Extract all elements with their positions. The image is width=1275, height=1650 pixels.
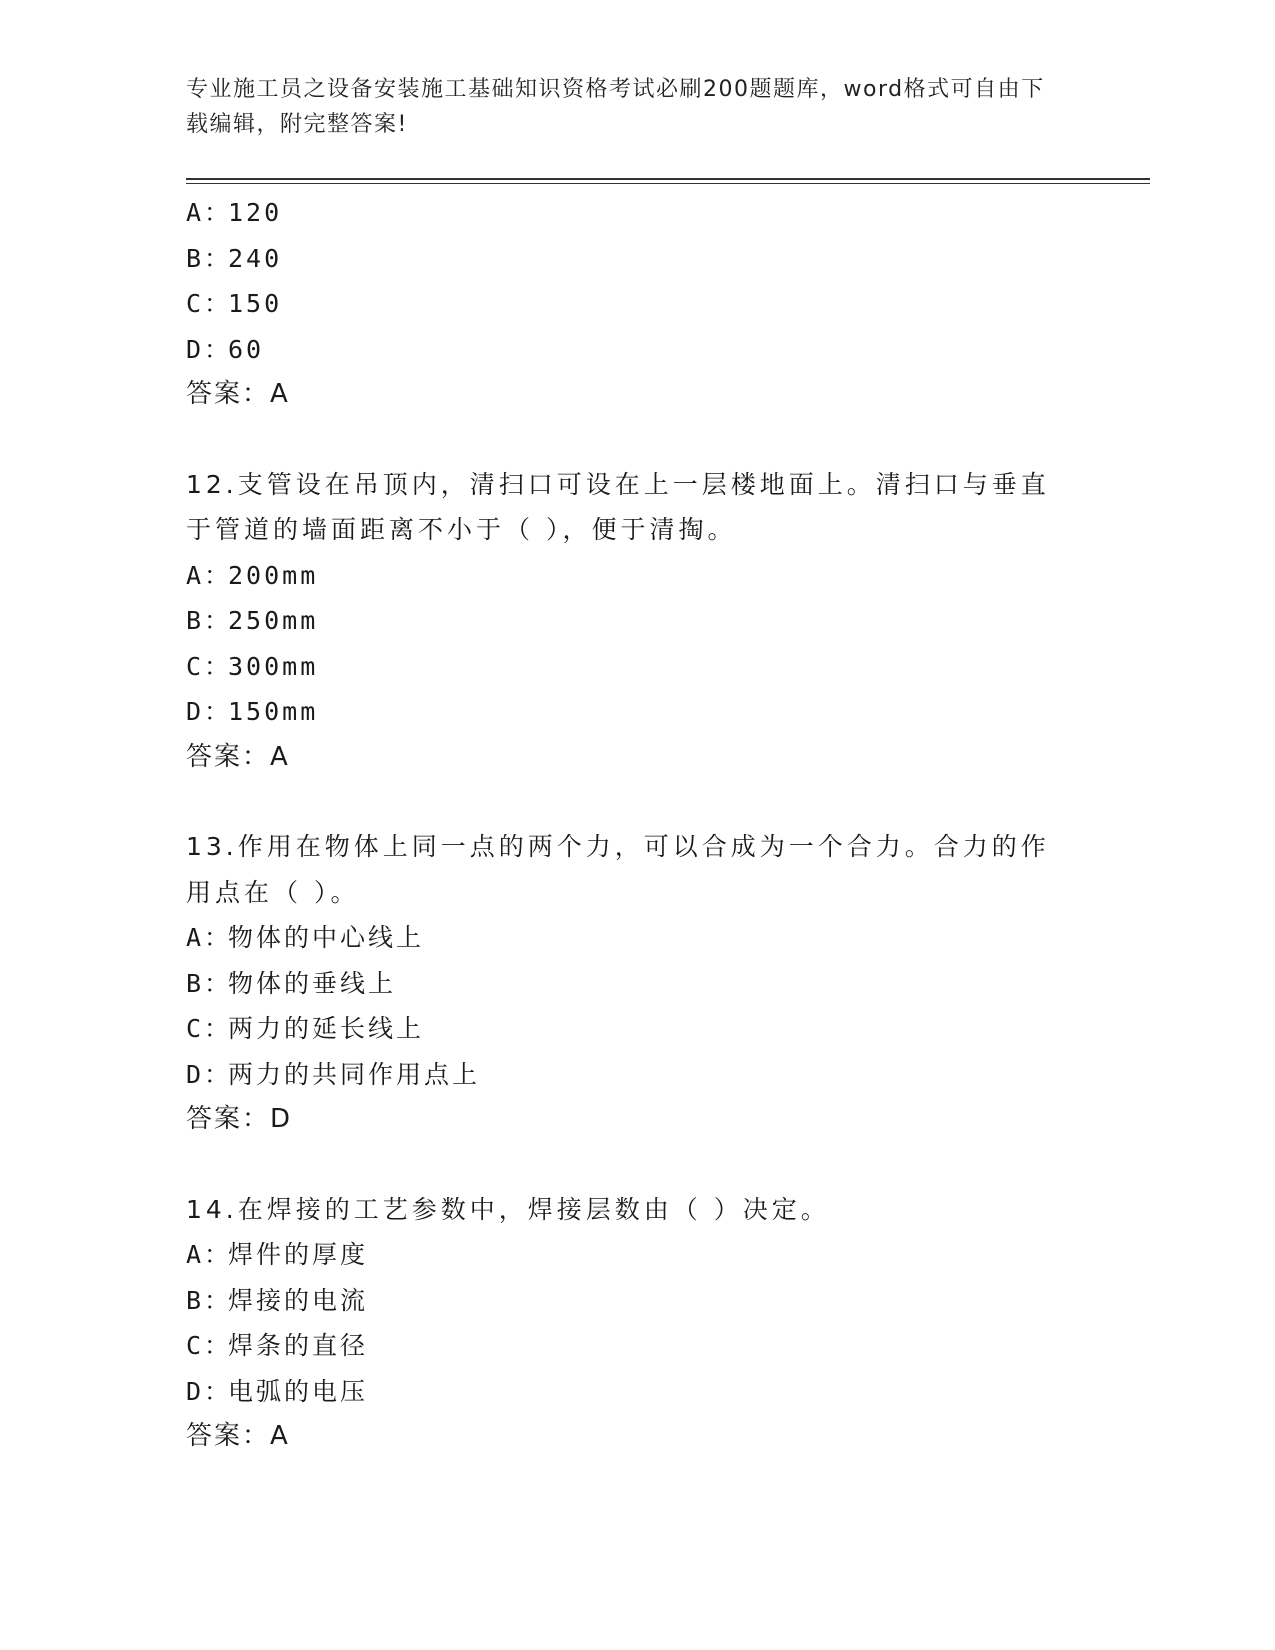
option-c: [186, 1006, 1086, 1052]
answer-line: 答案：A: [186, 741, 290, 772]
option-text: 焊件的厚度: [228, 1240, 369, 1269]
option-d: [186, 327, 1086, 373]
option-key: D：: [186, 334, 233, 364]
question-text: 14.在焊接的工艺参数中，焊接层数由（ ）决定。: [186, 1194, 830, 1224]
option-text: 150: [228, 289, 283, 318]
answer-line: 答案：A: [186, 379, 290, 409]
option-key: C：: [186, 1014, 233, 1043]
option-key: C：: [186, 651, 233, 681]
option-key: B：: [186, 968, 233, 998]
option-key: A：: [186, 923, 233, 952]
answer-line: 答案：A: [186, 1421, 290, 1451]
option-text: 物体的中心线上: [228, 923, 425, 952]
option-text: 250mm: [228, 606, 319, 635]
option-d: [186, 1369, 1086, 1415]
option-c: [186, 281, 1086, 327]
question-14: [186, 1187, 1086, 1460]
question-list: [186, 190, 1086, 1460]
option-key: B：: [186, 1285, 233, 1315]
option-key: B：: [186, 243, 233, 273]
option-b: [186, 598, 1086, 644]
option-text: 电弧的电压: [228, 1376, 369, 1406]
spacer: [186, 780, 1086, 824]
option-b: [186, 961, 1086, 1007]
option-key: A：: [186, 560, 233, 590]
option-a: [186, 553, 1086, 599]
option-key: C：: [186, 1331, 233, 1360]
option-key: A：: [186, 198, 233, 227]
option-c: [186, 1323, 1086, 1369]
option-key: C：: [186, 289, 233, 318]
option-key: D：: [186, 1059, 233, 1089]
option-d: [186, 689, 1086, 735]
option-key: B：: [186, 606, 233, 635]
option-text: 焊条的直径: [228, 1331, 369, 1360]
spacer: [186, 1143, 1086, 1187]
option-text: 两力的共同作用点上: [228, 1059, 481, 1089]
option-a: [186, 190, 1086, 236]
option-c: [186, 644, 1086, 690]
option-a: [186, 915, 1086, 961]
option-text: 300mm: [228, 651, 319, 681]
option-text: 150mm: [228, 697, 319, 726]
option-text: 240: [228, 243, 283, 273]
option-a: [186, 1232, 1086, 1278]
option-b: [186, 1278, 1086, 1324]
option-text: 120: [228, 198, 283, 227]
option-text: 60: [228, 334, 265, 364]
question-11-tail: [186, 190, 1086, 418]
document-header-title: 专业施工员之设备安装施工基础知识资格考试必刷200题题库，word格式可自由下载编辑，附完整答案!: [186, 77, 1045, 137]
option-text: 焊接的电流: [228, 1285, 369, 1315]
option-key: D：: [186, 1376, 233, 1406]
option-key: A：: [186, 1240, 233, 1269]
question-text: 12.支管设在吊顶内，清扫口可设在上一层楼地面上。清扫口与垂直于管道的墙面距离不小于（ ），便于清掏。: [186, 469, 1050, 544]
spacer: [186, 418, 1086, 462]
option-text: 200mm: [228, 560, 319, 590]
question-13: [186, 824, 1086, 1143]
option-text: 两力的延长线上: [228, 1014, 425, 1043]
answer-line: 答案：D: [186, 1104, 293, 1134]
option-b: [186, 236, 1086, 282]
option-text: 物体的垂线上: [228, 968, 397, 998]
option-key: D：: [186, 697, 233, 726]
header-divider: [186, 178, 1150, 184]
question-text: 13.作用在物体上同一点的两个力，可以合成为一个合力。合力的作用点在（ ）。: [186, 832, 1050, 907]
option-d: [186, 1052, 1086, 1098]
question-12: [186, 462, 1086, 781]
